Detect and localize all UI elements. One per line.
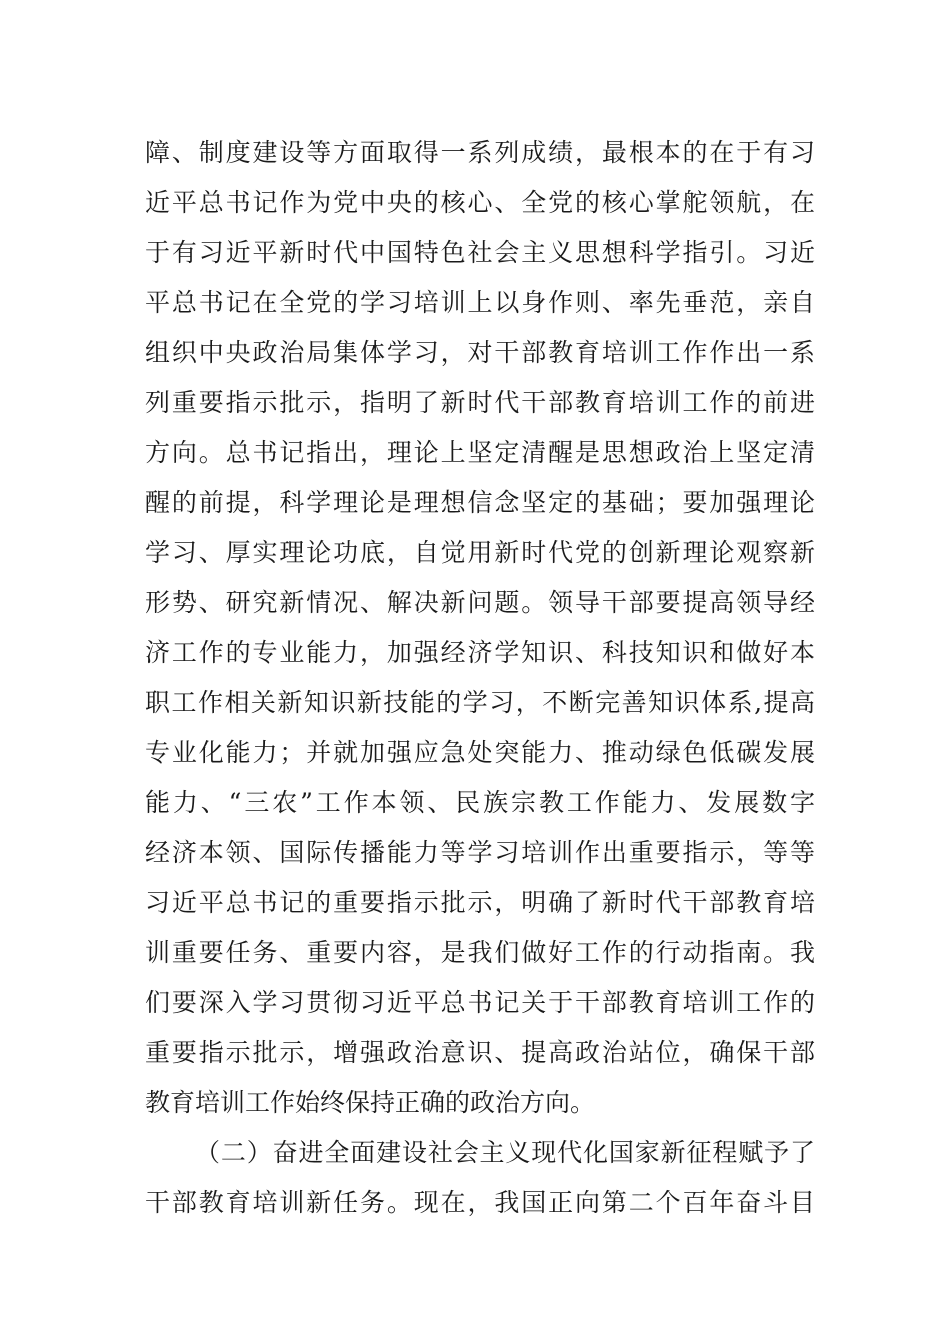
text-line: 济工作的专业能力，加强经济学知识、科技知识和做好本: [145, 638, 815, 667]
text-line: （二）奋进全面建设社会主义现代化国家新征程赋予了: [195, 1138, 815, 1167]
text-line: 重要指示批示，增强政治意识、提高政治站位，确保干部: [145, 1038, 815, 1067]
text-line: 能力、“三农”工作本领、民族宗教工作能力、发展数字: [145, 788, 815, 817]
paragraph-1: [145, 128, 815, 1128]
text-line: 平总书记在全党的学习培训上以身作则、率先垂范，亲自: [145, 288, 815, 317]
text-line: 们要深入学习贯彻习近平总书记关于干部教育培训工作的: [145, 988, 815, 1017]
body-text: [145, 128, 815, 1228]
text-line: 方向。总书记指出，理论上坚定清醒是思想政治上坚定清: [145, 438, 815, 467]
text-line: 形势、研究新情况、解决新问题。领导干部要提高领导经: [145, 588, 815, 617]
text-line: 组织中央政治局集体学习，对干部教育培训工作作出一系: [145, 338, 815, 367]
text-line: 教育培训工作始终保持正确的政治方向。: [145, 1088, 596, 1117]
text-line: 学习、厚实理论功底，自觉用新时代党的创新理论观察新: [145, 538, 815, 567]
text-line: 专业化能力；并就加强应急处突能力、推动绿色低碳发展: [145, 738, 815, 767]
text-line: 列重要指示批示，指明了新时代干部教育培训工作的前进: [145, 388, 815, 417]
text-line: 经济本领、国际传播能力等学习培训作出重要指示，等等: [145, 838, 815, 867]
text-line: 醒的前提，科学理论是理想信念坚定的基础；要加强理论: [145, 488, 815, 517]
text-line: 障、制度建设等方面取得一系列成绩，最根本的在于有习: [145, 138, 815, 167]
text-line: 职工作相关新知识新技能的学习，不断完善知识体系,提高: [145, 688, 815, 717]
text-line: 近平总书记作为党中央的核心、全党的核心掌舵领航，在: [145, 188, 815, 217]
text-line: 习近平总书记的重要指示批示，明确了新时代干部教育培: [145, 888, 815, 917]
text-line: 训重要任务、重要内容，是我们做好工作的行动指南。我: [145, 938, 815, 967]
paragraph-2: [145, 1128, 815, 1228]
text-line: 干部教育培训新任务。现在，我国正向第二个百年奋斗目: [145, 1188, 815, 1217]
text-line: 于有习近平新时代中国特色社会主义思想科学指引。习近: [145, 238, 815, 267]
